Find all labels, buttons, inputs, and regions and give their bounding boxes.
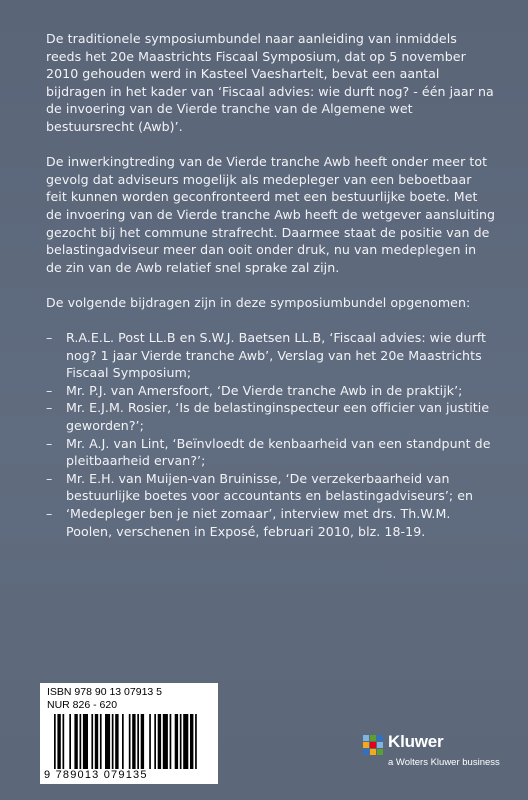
kluwer-globe-icon <box>362 734 384 756</box>
list-item: – R.A.E.L. Post LL.B en S.W.J. Baetsen LL.B, ‘Fiscaal advies: wie durft nog? 1 jaar Vierde tranche Awb’, Verslag van het 20e Maastrichts Fiscaal Symposium; <box>46 329 496 382</box>
nur-text: NUR 826 - 620 <box>47 699 118 711</box>
paragraph-intro: De traditionele symposiumbundel naar aanleiding van inmiddels reeds het 20e Maastrichts Fiscaal Symposium, dat op 5 november 2010 gehouden werd in Kasteel Vaeshartelt, bevat een aantal bijdragen in het kader van ‘Fiscaal advies: wie durft nog? - één jaar na de invoering van de Vierde tranche van de Algemene wet bestuursrecht (Awb)’. <box>46 31 494 134</box>
paragraph-list-intro: De volgende bijdragen zijn in deze symposiumbundel opgenomen: <box>46 294 471 310</box>
list-item: – Mr. E.J.M. Rosier, ‘Is de belastinginspecteur een officier van justitie geworden?’; <box>46 399 496 434</box>
list-item: – Mr. E.H. van Muijen-van Bruinisse, ‘De verzekerbaarheid van bestuurlijke boetes voor accountants en belastingadviseurs’; en <box>46 470 496 505</box>
publisher-tagline: a Wolters Kluwer business <box>388 757 500 768</box>
list-item: – Mr. P.J. van Amersfoort, ‘De Vierde tranche Awb in de praktijk’; <box>46 382 496 400</box>
barcode-digits: 9 789013 079135 <box>44 769 148 781</box>
paragraph-context: De inwerkingtreding van de Vierde tranche Awb heeft onder meer tot gevolg dat adviseurs mogelijk als medepleger van een beboetbaar feit kunnen worden geconfronteerd met een bestuurlijke boete. Met de invoering van de Vierde tranche Awb heeft de wetgever aansluiting gezocht bij het commune strafrecht. Daarmee staat de positie van de belastingadviseur meer dan ooit onder druk, nu van medeplegen in de zin van de Awb relatief snel sprake zal zijn. <box>46 154 496 275</box>
blurb <box>46 30 496 540</box>
list-item: – Mr. A.J. van Lint, ‘Beïnvloedt de kenbaarheid van een standpunt de pleitbaarheid ervan?’; <box>46 435 496 470</box>
publisher-logo <box>362 730 512 780</box>
list-item: – ‘Medepleger ben je niet zomaar’, interview met drs. Th.W.M. Poolen, verschenen in Exposé, februari 2010, blz. 18-19. <box>46 505 496 540</box>
barcode-label <box>40 683 218 784</box>
isbn-text: ISBN 978 90 13 07913 5 <box>47 686 163 698</box>
contributions-list <box>46 329 496 540</box>
publisher-name: Kluwer <box>388 732 444 751</box>
barcode-image <box>54 714 214 769</box>
